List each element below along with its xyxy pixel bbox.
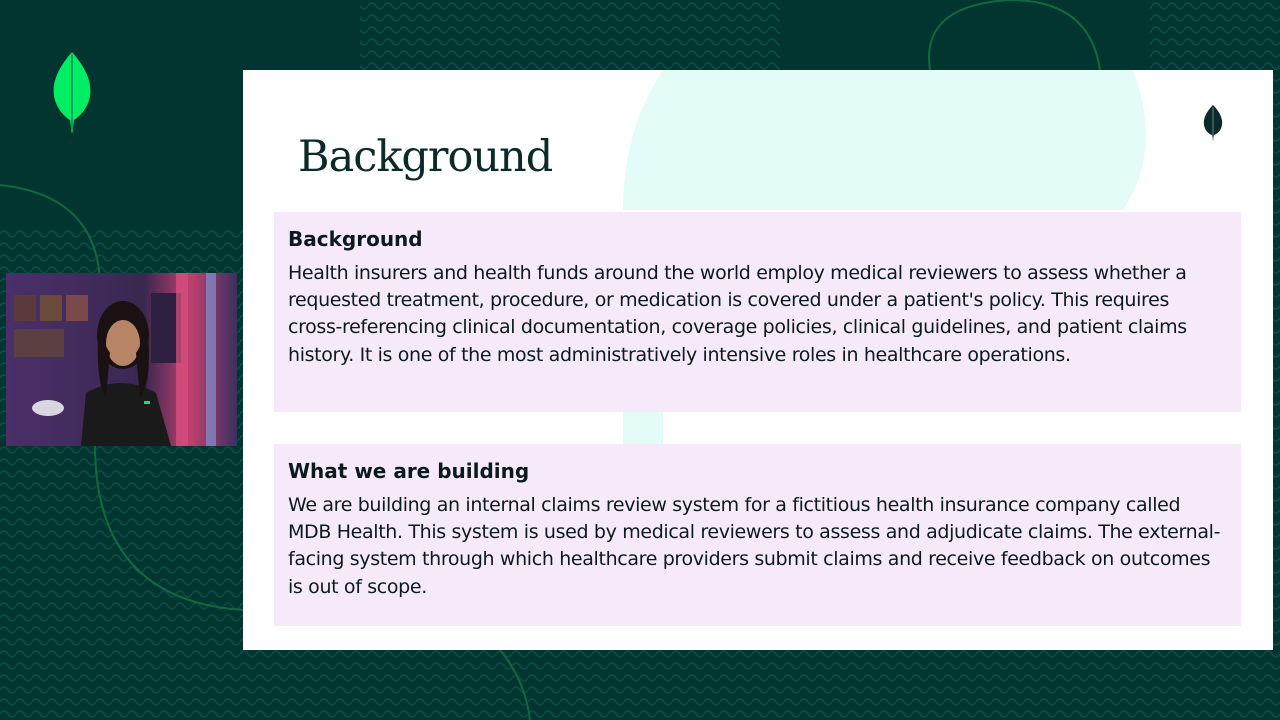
section-body: We are building an internal claims review system for a fictitious health insurance company called MDB Health. This system is used by medical reviewers to assess and adjudicate claims. The external-facing system through which healthcare providers submit claims and receive feedback on outcomes is out of scope. [288, 494, 1221, 598]
section-body: Health insurers and health funds around the world employ medical reviewers to assess whether a requested treatment, procedure, or medication is covered under a patient's policy. This requires cross-referencing clinical documentation, coverage policies, clinical guidelines, and patient claims history. It is one of the most administratively intensive roles in healthcare operations. [288, 262, 1187, 366]
section-heading: Background [288, 227, 423, 251]
slide [243, 70, 1273, 650]
mongodb-leaf-icon [52, 52, 92, 134]
slide-title: Background [298, 132, 553, 182]
section-heading: What we are building [288, 459, 530, 483]
background-section-card [274, 212, 1241, 412]
what-we-are-building-section-card [274, 444, 1241, 626]
mongodb-leaf-icon [1203, 105, 1223, 141]
presenter-webcam [6, 273, 237, 446]
presenter-video-icon [6, 273, 237, 446]
